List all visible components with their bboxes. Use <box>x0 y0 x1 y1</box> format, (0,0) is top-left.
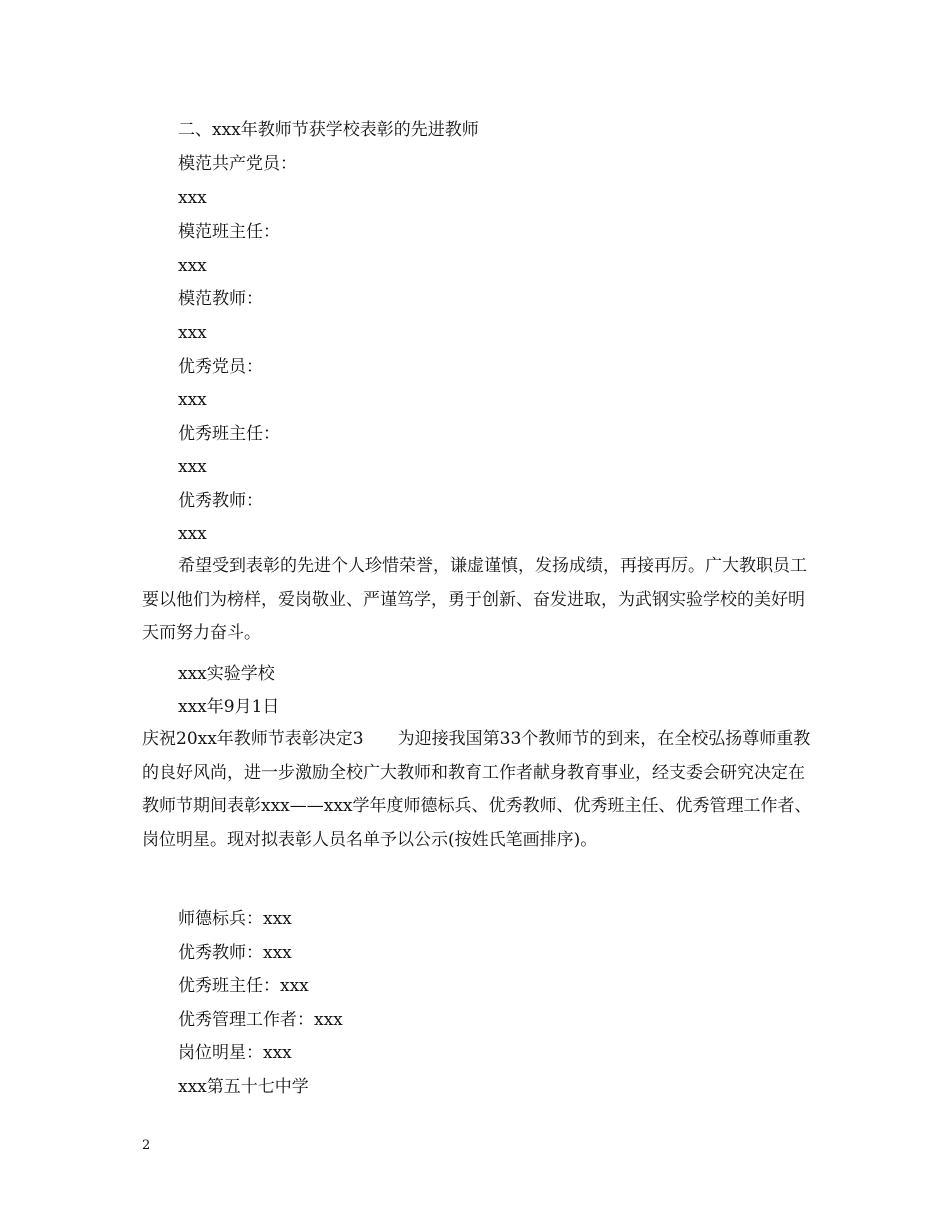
closing-school: xxx第五十七中学 <box>178 1077 309 1097</box>
body-paragraph <box>142 550 814 651</box>
text-line: xxx <box>178 524 207 544</box>
paragraph-text: 希望受到表彰的先进个人珍惜荣誉，谦虚谨慎，发扬成绩，再接再厉。广大教职员工要以他们为榜样，爱岗敬业、严谨笃学，勇于创新、奋发进取，为武钢实验学校的美好明天而努力奋斗。 <box>142 556 807 644</box>
text-line: xxx <box>178 188 207 208</box>
award-line: 师德标兵：xxx <box>178 909 292 929</box>
text-line: 模范班主任： <box>178 222 280 242</box>
text-line: xxx <box>178 323 207 343</box>
text-line: xxx <box>178 457 207 477</box>
text-line: 优秀教师： <box>178 491 263 511</box>
text-line: 模范共产党员： <box>178 154 297 174</box>
body-paragraph: 庆祝20xx年教师节表彰决定3 为迎接我国第33个教师节的到来，在全校弘扬尊师重教的良好风尚，进一步激励全校广大教师和教育工作者献身教育事业，经支委会研究决定在教师节期间表彰xxx——xxx学年度师德标兵、优秀教师、优秀班主任、优秀管理工作者、岗位明星。现对拟表彰人员名单予以公示(按姓氏笔画排序)。 <box>142 729 812 850</box>
award-line: 优秀管理工作者：xxx <box>178 1010 343 1030</box>
award-line: 优秀教师：xxx <box>178 943 292 963</box>
signature-date: xxx年9月1日 <box>178 697 280 717</box>
text-line: 优秀班主任： <box>178 424 280 444</box>
text-line: xxx <box>178 390 207 410</box>
text-line: 优秀党员： <box>178 357 263 377</box>
page-number: 2 <box>142 1138 151 1153</box>
signature-school: xxx实验学校 <box>178 664 275 684</box>
section-heading: 二、xxx年教师节获学校表彰的先进教师 <box>178 120 479 140</box>
text-line: 模范教师： <box>178 289 263 309</box>
text-line: xxx <box>178 256 207 276</box>
award-line: 优秀班主任：xxx <box>178 976 309 996</box>
award-line: 岗位明星：xxx <box>178 1043 292 1063</box>
